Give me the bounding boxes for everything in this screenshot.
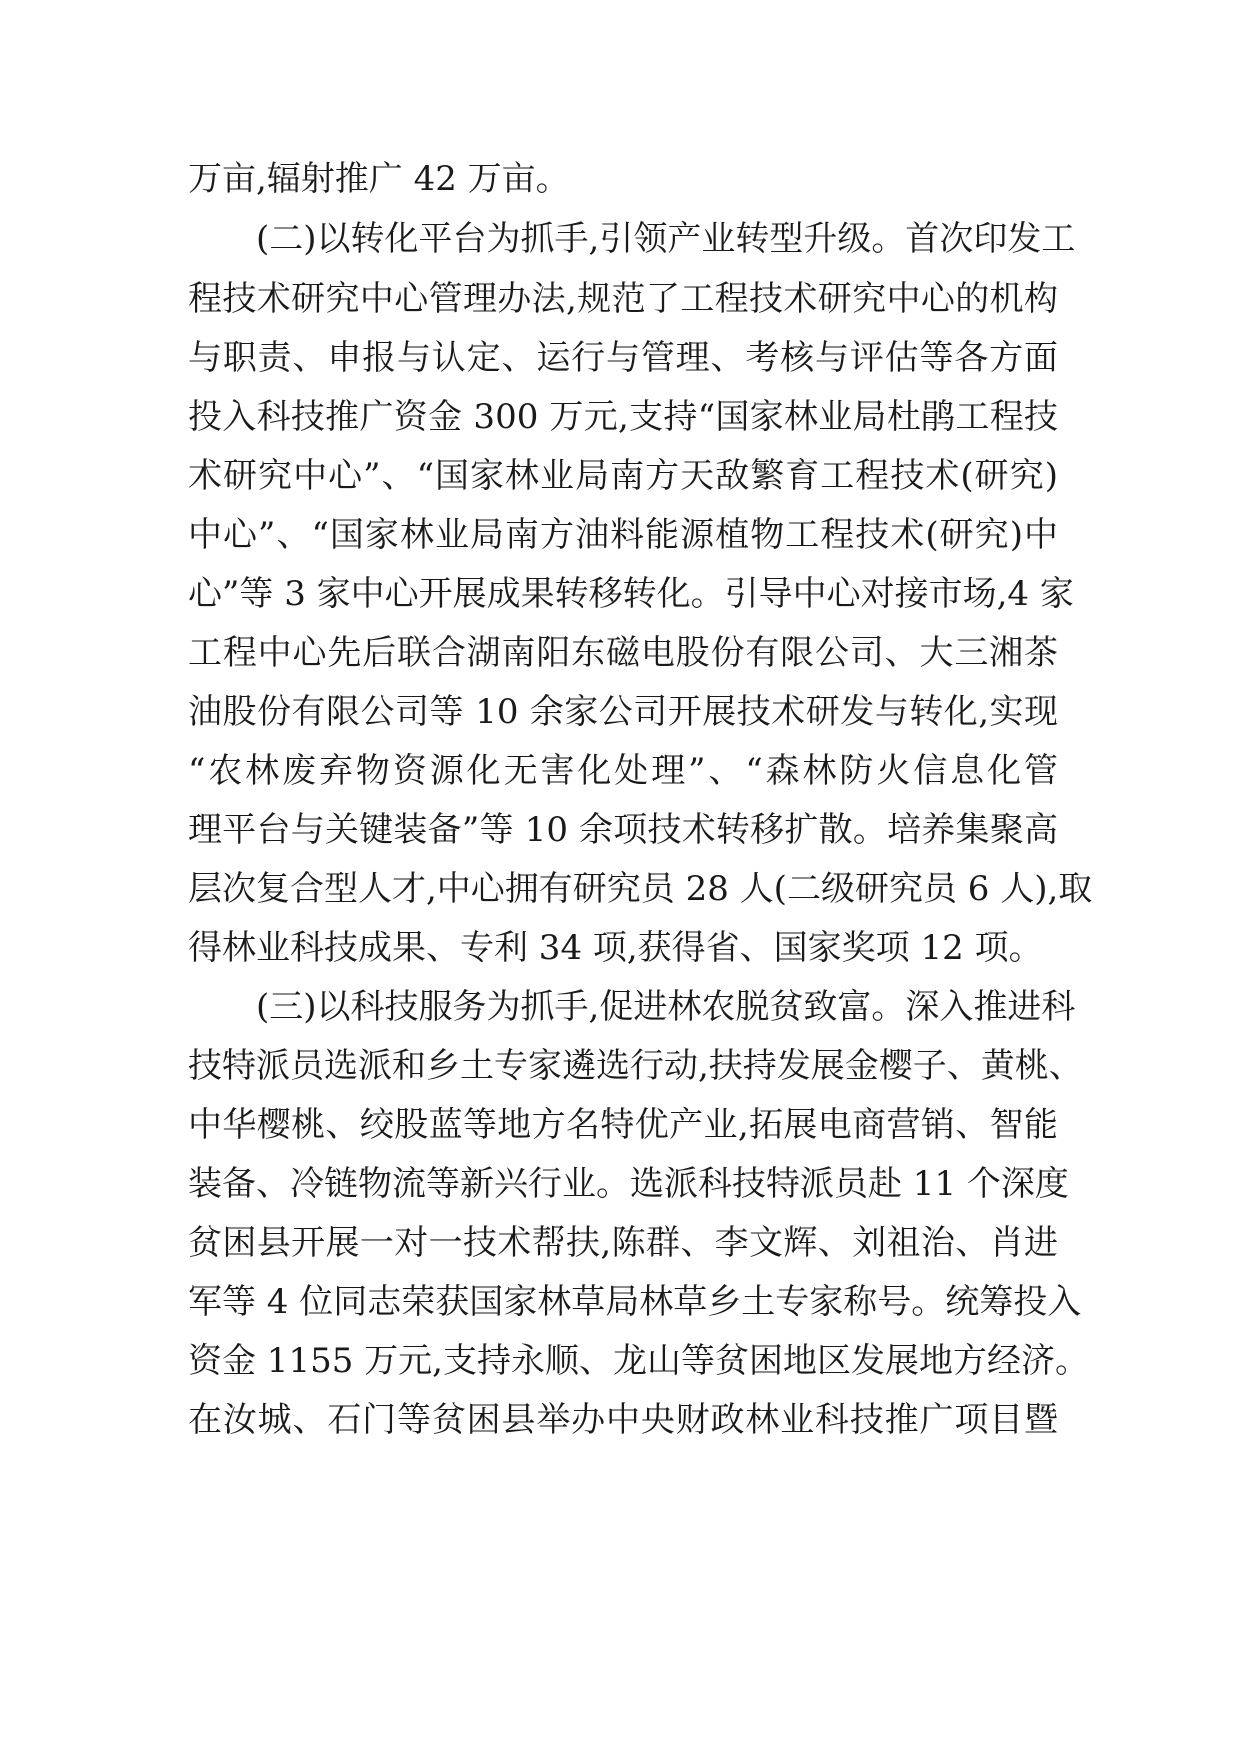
text-line: 中心”、“国家林业局南方油料能源植物工程技术(研究)中 (188, 515, 1058, 555)
text-line: 万亩,辐射推广 42 万亩。 (188, 159, 570, 199)
text-line: 资金 1155 万元,支持永顺、龙山等贫困地区发展地方经济。 (188, 1341, 1089, 1381)
text-line: 油股份有限公司等 10 余家公司开展技术研发与转化,实现 (188, 692, 1058, 732)
text-line: 与职责、申报与认定、运行与管理、考核与评估等各方面 (188, 338, 1058, 378)
paragraph-2-first-line: (二)以转化平台为抓手,引领产业转型升级。首次印发工 (256, 219, 1076, 259)
text-line: 中华樱桃、绞股蓝等地方名特优产业,拓展电商营销、智能 (188, 1105, 1058, 1145)
text-line: 得林业科技成果、专利 34 项,获得省、国家奖项 12 项。 (188, 928, 1043, 968)
paragraph-3-first-line: (三)以科技服务为抓手,促进林农脱贫致富。深入推进科 (256, 987, 1076, 1027)
text-line: 心”等 3 家中心开展成果转移转化。引导中心对接市场,4 家 (188, 574, 1074, 614)
text-line: 贫困县开展一对一技术帮扶,陈群、李文辉、刘祖治、肖进 (188, 1223, 1058, 1263)
text-line: 军等 4 位同志荣获国家林草局林草乡土专家称号。统筹投入 (188, 1282, 1082, 1322)
text-line: 装备、冷链物流等新兴行业。选派科技特派员赴 11 个深度 (188, 1164, 1069, 1204)
text-line: 理平台与关键装备”等 10 余项技术转移扩散。培养集聚高 (188, 810, 1058, 850)
text-line: 在汝城、石门等贫困县举办中央财政林业科技推广项目暨 (188, 1400, 1058, 1440)
text-line: 层次复合型人才,中心拥有研究员 28 人(二级研究员 6 人),取 (188, 869, 1093, 909)
text-line: “农林废弃物资源化无害化处理”、“森林防火信息化管 (188, 751, 1058, 791)
text-line: 投入科技推广资金 300 万元,支持“国家林业局杜鹃工程技 (188, 397, 1058, 437)
text-line: 术研究中心”、“国家林业局南方天敌繁育工程技术(研究) (188, 456, 1058, 496)
text-line: 程技术研究中心管理办法,规范了工程技术研究中心的机构 (188, 279, 1058, 319)
text-line: 技特派员选派和乡土专家遴选行动,扶持发展金樱子、黄桃、 (188, 1046, 1083, 1086)
text-line: 工程中心先后联合湖南阳东磁电股份有限公司、大三湘茶 (188, 633, 1058, 673)
